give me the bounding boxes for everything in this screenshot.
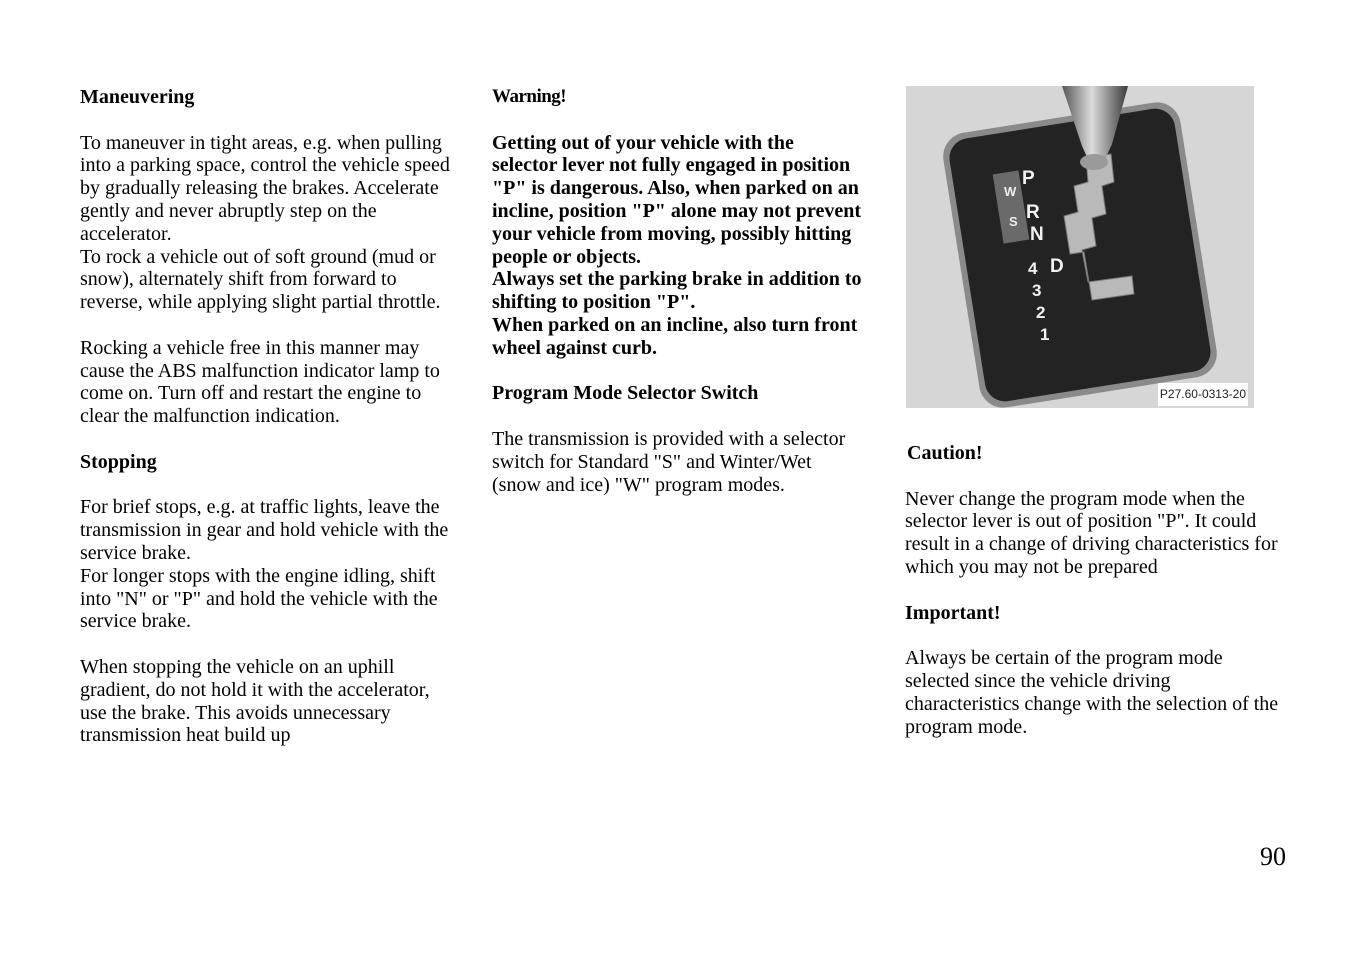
maneuvering-paragraph-1: To maneuver in tight areas, e.g. when pulling into a parking space, control the vehicle speed by gradually releasing the brakes. Accelerate gently and never abruptly step on the accelerator. [80, 131, 450, 245]
program-mode-heading: Program Mode Selector Switch [492, 382, 759, 405]
maneuvering-paragraph-2: To rock a vehicle out of soft ground (mud or snow), alternately shift from forward to reverse, while applying slight partial throttle. [80, 245, 441, 314]
stopping-paragraph-1: For brief stops, e.g. at traffic lights, leave the transmission in gear and hold vehicle with the service brake. [80, 496, 449, 564]
stopping-paragraph-3: When stopping the vehicle on an uphill gradient, do not hold it with the accelerator, use the brake. This avoids unnecessary transmission heat build up [80, 655, 430, 747]
program-mode-paragraph: The transmission is provided with a selector switch for Standard "S" and Winter/Wet (snow and ice) "W" program modes. [492, 427, 846, 496]
warning-heading: Warning! [492, 86, 567, 107]
important-heading: Important! [905, 601, 1001, 624]
gate-label-r: R [1026, 202, 1040, 223]
warning-paragraph-1: Getting out of your vehicle with the selector lever not fully engaged in position "P" is dangerous. Also, when parked on an incline, position "P" alone may not prevent your vehicle from moving, possibly hitting people or objects. [492, 131, 862, 268]
caution-paragraph: Never change the program mode when the selector lever is out of position "P". It could result in a change of driving characteristics for which you may not be prepared [905, 487, 1278, 578]
gate-label-n: N [1030, 224, 1044, 245]
gate-label-d: D [1050, 256, 1064, 277]
gate-label-1: 1 [1040, 325, 1050, 344]
gate-label-4: 4 [1028, 259, 1038, 278]
stopping-paragraph-2: For longer stops with the engine idling, shift into "N" or "P" and hold the vehicle with the service brake. [80, 564, 438, 633]
warning-paragraph-3: When parked on an incline, also turn front wheel against curb. [492, 313, 858, 359]
switch-label-s: S [1009, 214, 1018, 229]
switch-label-w: W [1004, 184, 1017, 199]
gate-label-2: 2 [1036, 303, 1046, 322]
column-right [905, 86, 1285, 738]
stopping-heading: Stopping [80, 450, 157, 473]
gear-selector-figure [906, 86, 1254, 408]
caution-heading: Caution! [907, 442, 983, 464]
important-paragraph: Always be certain of the program mode selected since the vehicle driving characteristics change with the selection of the program mode. [905, 647, 1279, 738]
warning-paragraph-2: Always set the parking brake in addition to shifting to position "P". [492, 268, 862, 314]
maneuvering-paragraph-3: Rocking a vehicle free in this manner may cause the ABS malfunction indicator lamp to come on. Turn off and restart the engine to clear the malfunction indication. [80, 336, 440, 428]
page-number: 90 [1260, 842, 1286, 871]
gate-label-p: P [1022, 168, 1035, 189]
maneuvering-heading: Maneuvering [80, 86, 195, 108]
gate-label-3: 3 [1032, 281, 1042, 300]
figure-code: P27.60-0313-20 [1158, 383, 1248, 406]
column-left [80, 86, 458, 747]
column-middle [492, 86, 862, 496]
gear-selector-illustration [906, 86, 1254, 408]
